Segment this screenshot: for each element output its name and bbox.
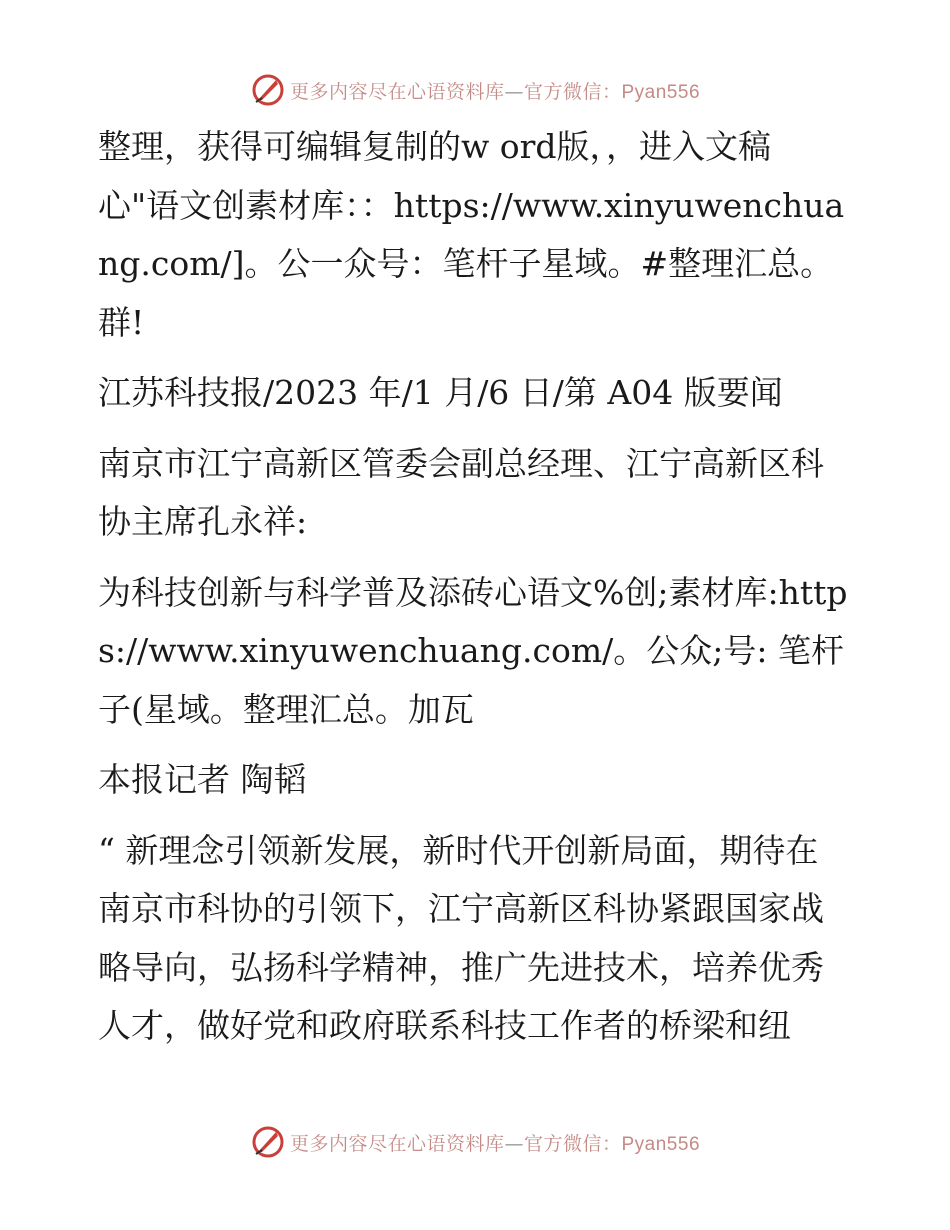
- watermark-separator: —: [504, 1132, 524, 1155]
- quill-logo-icon: [250, 1124, 286, 1160]
- paragraph-headline: 为科技创新与科学普及添砖心语文%创;素材库:https://www.xinyuwenchuang.com/。公众;号: 笔杆子(星域。整理汇总。加瓦: [98, 572, 848, 729]
- header-watermark: [0, 72, 950, 108]
- document-body: [98, 118, 850, 1056]
- footer-watermark: [0, 1124, 950, 1160]
- quill-logo-icon: [250, 72, 286, 108]
- paragraph-reporter: 本报记者 陶韬: [98, 760, 307, 799]
- paragraph-body: “ 新理念引领新发展，新时代开创新局面，期待在南京市科协的引领下，江宁高新区科协紧跟国家战略导向，弘扬科学精神，推广先进技术，培养优秀人才，做好党和政府联系科技工作者的桥梁和纽: [98, 830, 824, 1045]
- watermark-suffix: 官方微信：: [523, 1132, 622, 1155]
- paragraph-intro: 整理，获得可编辑复制的w ord版，，进入文稿心"语文创素材库：：https://www.xinyuwenchuang.com/]。公一众号：笔杆子星域。#整理汇总。群!: [98, 127, 845, 342]
- watermark-handle: Pyan556: [621, 1133, 701, 1155]
- paragraph-source: 江苏科技报/2023 年/1 月/6 日/第 A04 版要闻: [98, 373, 783, 412]
- watermark-handle: Pyan556: [621, 81, 701, 103]
- watermark-text: 更多内容尽在心语资料库: [289, 1132, 505, 1155]
- watermark-text: 更多内容尽在心语资料库: [289, 80, 505, 103]
- watermark-suffix: 官方微信：: [523, 80, 622, 103]
- paragraph-subject: 南京市江宁高新区管委会副总经理、江宁高新区科协主席孔永祥:: [98, 443, 824, 541]
- watermark-separator: —: [504, 80, 524, 103]
